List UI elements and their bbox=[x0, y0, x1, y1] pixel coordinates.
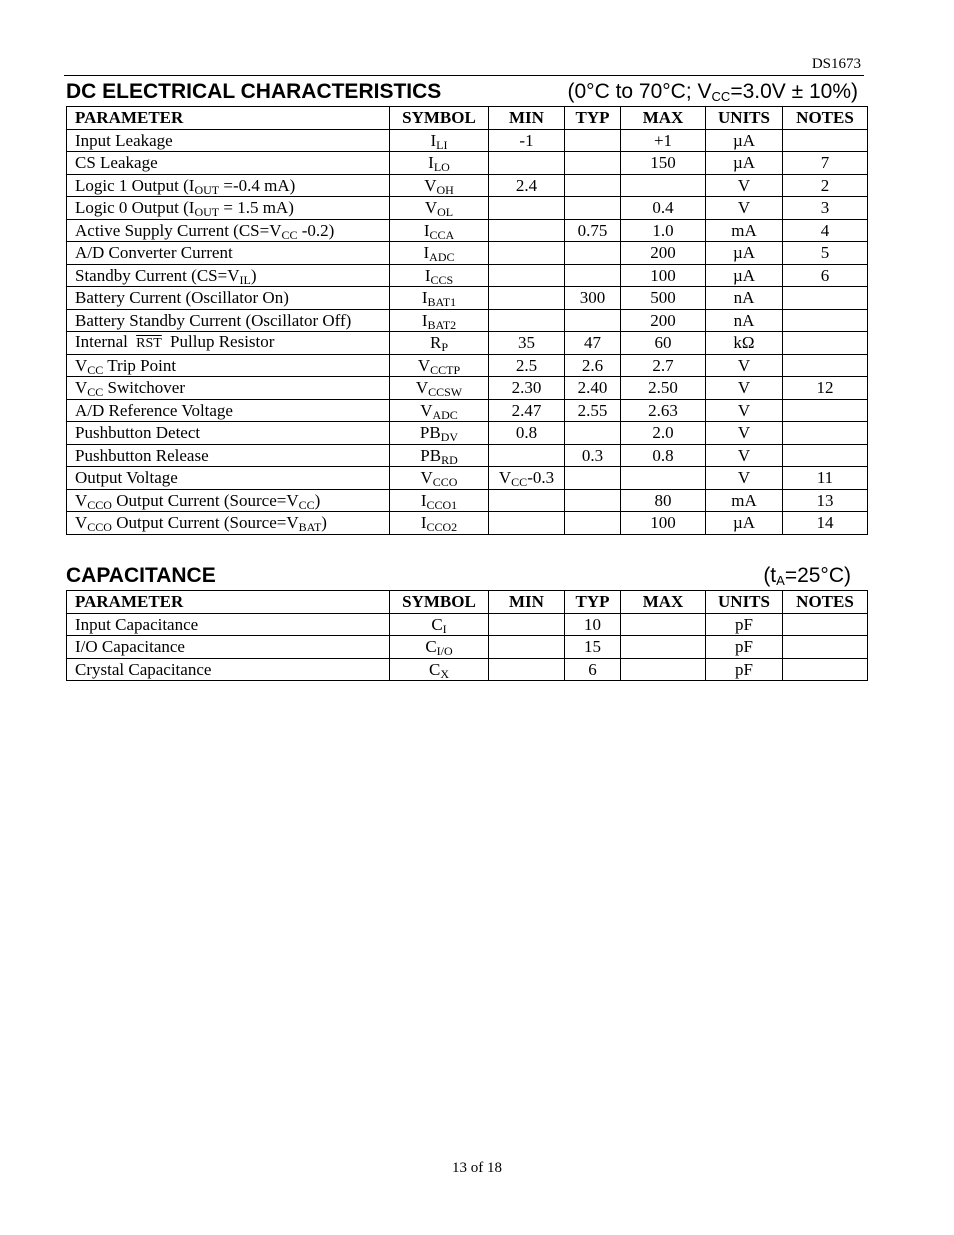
cell-max: 2.7 bbox=[621, 354, 706, 377]
cell-param: $V_{CCO}$ Output Current $(Source=V_{BAT})$ bbox=[67, 512, 390, 535]
column-header-typ: TYP bbox=[565, 107, 621, 130]
cell-min: 2.30 bbox=[489, 377, 565, 400]
cell-sym: $I_{CCA}$ bbox=[390, 219, 489, 242]
cell-sym: $V_{ADC}$ bbox=[390, 399, 489, 422]
cell-units: V bbox=[706, 377, 783, 400]
cell-notes: 11 bbox=[783, 467, 868, 490]
cell-notes bbox=[783, 399, 868, 422]
cell-sym: $V_{OL}$ bbox=[390, 197, 489, 220]
cell-notes: 3 bbox=[783, 197, 868, 220]
cell-typ bbox=[565, 489, 621, 512]
table-row bbox=[67, 197, 868, 220]
cell-min bbox=[489, 264, 565, 287]
cell-notes: 7 bbox=[783, 152, 868, 175]
cell-notes bbox=[783, 332, 868, 355]
cell-typ: 300 bbox=[565, 287, 621, 310]
cell-sym: $I_{BAT2}$ bbox=[390, 309, 489, 332]
table-row bbox=[67, 467, 868, 490]
cell-min bbox=[489, 444, 565, 467]
cell-sym: $C_I$ bbox=[390, 613, 489, 636]
cell-units: mA bbox=[706, 489, 783, 512]
cell-sym: $PB_{RD}$ bbox=[390, 444, 489, 467]
table-row bbox=[67, 377, 868, 400]
column-header-notes: NOTES bbox=[783, 107, 868, 130]
cell-max bbox=[621, 636, 706, 659]
cell-notes: 13 bbox=[783, 489, 868, 512]
cell-typ: 0.75 bbox=[565, 219, 621, 242]
cell-param: A/D Reference Voltage bbox=[67, 399, 390, 422]
cell-notes: 14 bbox=[783, 512, 868, 535]
cell-sym: $I_{ADC}$ bbox=[390, 242, 489, 265]
cell-min bbox=[489, 152, 565, 175]
cell-typ bbox=[565, 467, 621, 490]
cell-typ: 2.55 bbox=[565, 399, 621, 422]
cell-units: V bbox=[706, 354, 783, 377]
cell-typ bbox=[565, 174, 621, 197]
cell-min bbox=[489, 613, 565, 636]
cell-typ: 2.40 bbox=[565, 377, 621, 400]
table-row bbox=[67, 489, 868, 512]
cell-sym: $R_P$ bbox=[390, 332, 489, 355]
cell-units: V bbox=[706, 174, 783, 197]
cell-units: V bbox=[706, 444, 783, 467]
cell-max: 2.50 bbox=[621, 377, 706, 400]
cell-units: µA bbox=[706, 264, 783, 287]
cell-param: A/D Converter Current bbox=[67, 242, 390, 265]
column-header-typ: TYP bbox=[565, 591, 621, 614]
cell-typ: 2.6 bbox=[565, 354, 621, 377]
table-row bbox=[67, 354, 868, 377]
cell-min bbox=[489, 242, 565, 265]
cell-units: kΩ bbox=[706, 332, 783, 355]
column-header-param: PARAMETER bbox=[67, 107, 390, 130]
cell-typ: 47 bbox=[565, 332, 621, 355]
cell-max: 0.8 bbox=[621, 444, 706, 467]
cell-min: $V_{CC}-0.3$ bbox=[489, 467, 565, 490]
cell-min bbox=[489, 287, 565, 310]
cell-param: Standby Current $(CS=V_{IL})$ bbox=[67, 264, 390, 287]
dc-section-title: DC ELECTRICAL CHARACTERISTICS bbox=[66, 80, 442, 103]
cell-notes bbox=[783, 422, 868, 445]
table-row bbox=[67, 129, 868, 152]
cell-min: 2.47 bbox=[489, 399, 565, 422]
cell-max: 100 bbox=[621, 512, 706, 535]
table-row bbox=[67, 658, 868, 681]
cell-notes: 12 bbox=[783, 377, 868, 400]
capacitance-table bbox=[66, 590, 868, 681]
cell-units: µA bbox=[706, 242, 783, 265]
dc-conditions: (0°C to 70°C; $V_{CC}=3.0V \pm 10\%$) bbox=[567, 80, 858, 104]
cell-units: V bbox=[706, 399, 783, 422]
cell-notes bbox=[783, 613, 868, 636]
cell-typ bbox=[565, 197, 621, 220]
cell-units: V bbox=[706, 467, 783, 490]
cell-sym: $C_X$ bbox=[390, 658, 489, 681]
cell-max bbox=[621, 467, 706, 490]
cell-param: $V_{CCO}$ Output Current $(Source=V_{CC})$ bbox=[67, 489, 390, 512]
table-row bbox=[67, 332, 868, 355]
cell-sym: $I_{BAT1}$ bbox=[390, 287, 489, 310]
cell-min: 0.8 bbox=[489, 422, 565, 445]
cell-sym: $I_{LO}$ bbox=[390, 152, 489, 175]
table-header-row bbox=[67, 107, 868, 130]
cell-max: 100 bbox=[621, 264, 706, 287]
cell-typ: 6 bbox=[565, 658, 621, 681]
cell-max: 80 bbox=[621, 489, 706, 512]
column-header-max: MAX bbox=[621, 107, 706, 130]
table-row bbox=[67, 219, 868, 242]
cell-param: Input Leakage bbox=[67, 129, 390, 152]
cell-min: 2.5 bbox=[489, 354, 565, 377]
cell-param: Output Voltage bbox=[67, 467, 390, 490]
cell-notes bbox=[783, 287, 868, 310]
dc-section-header bbox=[66, 80, 858, 104]
cell-typ: 15 bbox=[565, 636, 621, 659]
cell-units: µA bbox=[706, 152, 783, 175]
column-header-sym: SYMBOL bbox=[390, 591, 489, 614]
cell-sym: $V_{OH}$ bbox=[390, 174, 489, 197]
cell-typ bbox=[565, 152, 621, 175]
cell-max bbox=[621, 174, 706, 197]
cell-typ: 10 bbox=[565, 613, 621, 636]
cell-param: Logic 1 Output ($I_{OUT} =-0.4$ mA) bbox=[67, 174, 390, 197]
cell-param: Battery Current (Oscillator On) bbox=[67, 287, 390, 310]
cell-max: 0.4 bbox=[621, 197, 706, 220]
cell-param: Input Capacitance bbox=[67, 613, 390, 636]
cell-max: 200 bbox=[621, 309, 706, 332]
cell-typ bbox=[565, 422, 621, 445]
cell-units: µA bbox=[706, 129, 783, 152]
table-row bbox=[67, 399, 868, 422]
cell-typ bbox=[565, 129, 621, 152]
cap-section-title: CAPACITANCE bbox=[66, 564, 216, 587]
table-row bbox=[67, 287, 868, 310]
cell-units: pF bbox=[706, 636, 783, 659]
cell-param: I/O Capacitance bbox=[67, 636, 390, 659]
cell-min: -1 bbox=[489, 129, 565, 152]
cell-min: 35 bbox=[489, 332, 565, 355]
cell-param: Pushbutton Release bbox=[67, 444, 390, 467]
cell-min bbox=[489, 309, 565, 332]
cell-sym: $V_{CCO}$ bbox=[390, 467, 489, 490]
cell-notes bbox=[783, 444, 868, 467]
cell-notes: 6 bbox=[783, 264, 868, 287]
table-row bbox=[67, 512, 868, 535]
page-number: 13 of 18 bbox=[452, 1160, 502, 1176]
cell-param: Logic 0 Output ($I_{OUT} = 1.5$ mA) bbox=[67, 197, 390, 220]
table-row bbox=[67, 264, 868, 287]
table-row bbox=[67, 444, 868, 467]
cell-sym: $I_{CCS}$ bbox=[390, 264, 489, 287]
column-header-notes: NOTES bbox=[783, 591, 868, 614]
cell-units: mA bbox=[706, 219, 783, 242]
cap-section-header bbox=[66, 564, 851, 588]
column-header-max: MAX bbox=[621, 591, 706, 614]
cell-param: Crystal Capacitance bbox=[67, 658, 390, 681]
column-header-min: MIN bbox=[489, 591, 565, 614]
cell-notes bbox=[783, 658, 868, 681]
cell-min bbox=[489, 658, 565, 681]
cell-sym: $I_{LI}$ bbox=[390, 129, 489, 152]
cell-min bbox=[489, 197, 565, 220]
cell-units: pF bbox=[706, 658, 783, 681]
cell-units: V bbox=[706, 422, 783, 445]
cell-max: 1.0 bbox=[621, 219, 706, 242]
cell-max: 2.63 bbox=[621, 399, 706, 422]
cell-notes: 5 bbox=[783, 242, 868, 265]
column-header-min: MIN bbox=[489, 107, 565, 130]
cell-typ: 0.3 bbox=[565, 444, 621, 467]
cell-param: CS Leakage bbox=[67, 152, 390, 175]
header-rule bbox=[64, 75, 864, 76]
column-header-param: PARAMETER bbox=[67, 591, 390, 614]
table-header-row bbox=[67, 591, 868, 614]
document-id: DS1673 bbox=[811, 56, 861, 72]
cell-typ bbox=[565, 309, 621, 332]
cell-units: µA bbox=[706, 512, 783, 535]
table-row bbox=[67, 242, 868, 265]
table-row bbox=[67, 152, 868, 175]
dc-characteristics-table bbox=[66, 106, 868, 535]
cell-param: Internal $\overline{RST}$ Pullup Resistor bbox=[67, 332, 390, 355]
cell-notes bbox=[783, 129, 868, 152]
cell-sym: $I_{CCO1}$ bbox=[390, 489, 489, 512]
cell-max bbox=[621, 658, 706, 681]
cap-conditions: $(t_A=25^\circ C)$ bbox=[763, 564, 851, 588]
cell-notes bbox=[783, 354, 868, 377]
cell-sym: $I_{CCO2}$ bbox=[390, 512, 489, 535]
cell-max: 200 bbox=[621, 242, 706, 265]
cell-typ bbox=[565, 242, 621, 265]
cell-sym: $PB_{DV}$ bbox=[390, 422, 489, 445]
cell-sym: $V_{CCSW}$ bbox=[390, 377, 489, 400]
table-row bbox=[67, 613, 868, 636]
cell-min: 2.4 bbox=[489, 174, 565, 197]
cell-param: Battery Standby Current (Oscillator Off) bbox=[67, 309, 390, 332]
cell-param: Active Supply Current ($CS=V_{CC}$ -0.2) bbox=[67, 219, 390, 242]
cell-sym: $V_{CCTP}$ bbox=[390, 354, 489, 377]
column-header-units: UNITS bbox=[706, 591, 783, 614]
cell-max: 500 bbox=[621, 287, 706, 310]
cell-param: Pushbutton Detect bbox=[67, 422, 390, 445]
cell-units: nA bbox=[706, 309, 783, 332]
cell-min bbox=[489, 219, 565, 242]
cell-param: $V_{CC}$ Switchover bbox=[67, 377, 390, 400]
cell-sym: $C_{I/O}$ bbox=[390, 636, 489, 659]
table-row bbox=[67, 309, 868, 332]
cell-typ bbox=[565, 512, 621, 535]
cell-notes: 4 bbox=[783, 219, 868, 242]
table-row bbox=[67, 636, 868, 659]
cell-min bbox=[489, 512, 565, 535]
cell-units: V bbox=[706, 197, 783, 220]
cell-max: 2.0 bbox=[621, 422, 706, 445]
cell-units: nA bbox=[706, 287, 783, 310]
cell-max: 150 bbox=[621, 152, 706, 175]
cell-max bbox=[621, 613, 706, 636]
cell-min bbox=[489, 489, 565, 512]
column-header-sym: SYMBOL bbox=[390, 107, 489, 130]
cell-typ bbox=[565, 264, 621, 287]
column-header-units: UNITS bbox=[706, 107, 783, 130]
cell-notes bbox=[783, 309, 868, 332]
cell-min bbox=[489, 636, 565, 659]
cell-max: +1 bbox=[621, 129, 706, 152]
cell-max: 60 bbox=[621, 332, 706, 355]
table-row bbox=[67, 422, 868, 445]
table-row bbox=[67, 174, 868, 197]
cell-units: pF bbox=[706, 613, 783, 636]
cell-notes: 2 bbox=[783, 174, 868, 197]
cell-param: $V_{CC}$ Trip Point bbox=[67, 354, 390, 377]
cell-notes bbox=[783, 636, 868, 659]
